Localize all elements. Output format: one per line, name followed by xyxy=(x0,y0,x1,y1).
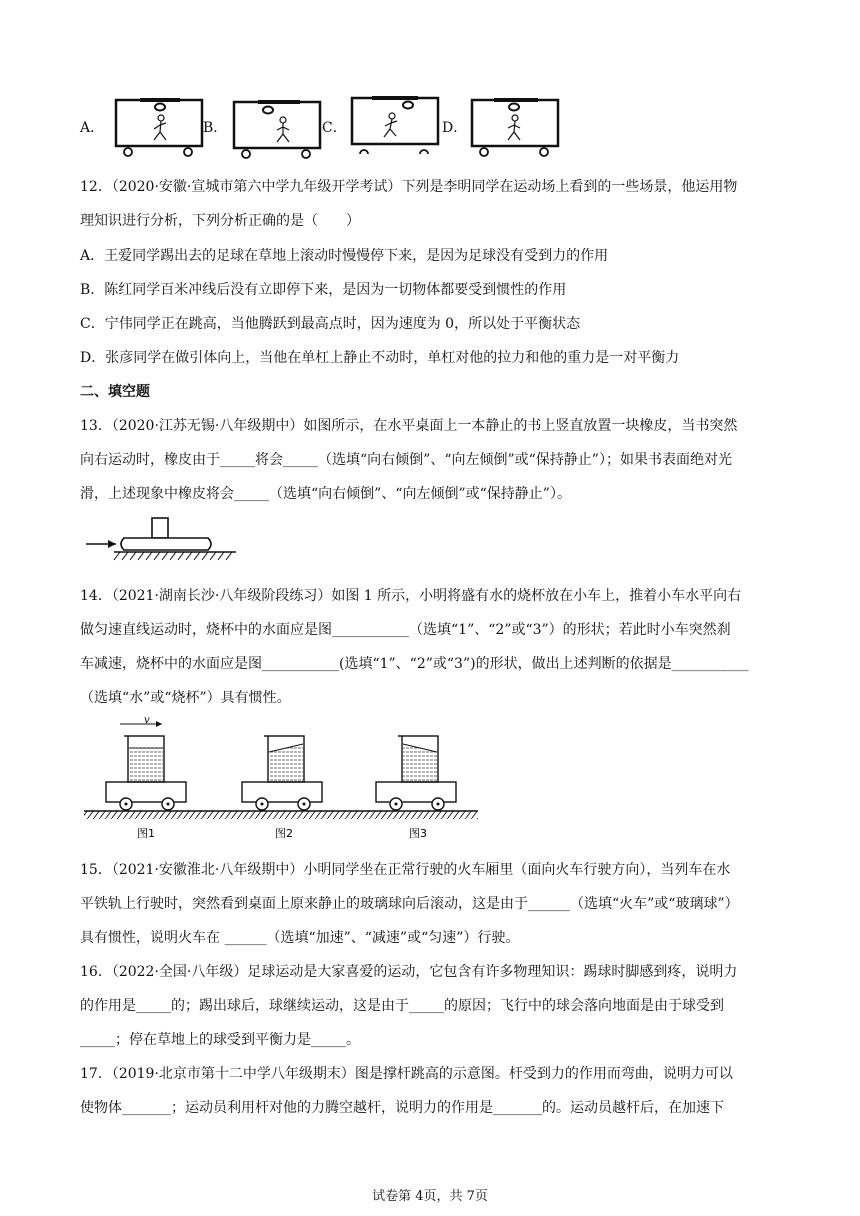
q11-option-d-figure xyxy=(466,94,566,158)
q14-line-3: 车减速，烧杯中的水面应是图___________(选填“1”、“2”或“3”)的形状，做出上述判断的依据是___________ xyxy=(80,656,749,672)
q13-line-3: 滑，上述现象中橡皮将会_____（选填“向右倾倒”、“向左倾倒”或“保持静止”）。 xyxy=(80,486,571,502)
q11-option-b-label: B． xyxy=(203,120,228,136)
q11-option-c-figure xyxy=(346,92,446,156)
q12-option-d: D．张彦同学在做引体向上，当他在单杠上静止不动时，单杠对他的拉力和他的重力是一对平衡力 xyxy=(80,350,680,366)
q12-stem-line-1: 12．（2020·安徽·宣城市第六中学九年级开学考试）下列是李明同学在运动场上看到的一些场景，他运用物 xyxy=(80,179,738,195)
q11-option-d-label: D． xyxy=(442,120,468,136)
q14-figure-carts xyxy=(82,714,482,844)
q14-line-4: （选填“水”或“烧杯”）具有惯性。 xyxy=(80,690,291,706)
q16-line-3: _____；停在草地上的球受到平衡力是_____。 xyxy=(80,1032,360,1048)
section-title-fill-in: 二、填空题 xyxy=(80,384,150,400)
cart-figure-1 xyxy=(106,715,186,810)
q11-option-c-label: C． xyxy=(322,120,347,136)
q17-line-1: 17．（2019·北京市第十二中学八年级期末）图是撑杆跳高的示意图。杆受到力的作用而弯曲，说明力可以 xyxy=(80,1066,733,1082)
q14-line-1: 14．（2021·湖南长沙·八年级阶段练习）如图 1 所示，小明将盛有水的烧杯放在小车上，推着小车水平向右 xyxy=(80,588,742,604)
q13-line-2: 向右运动时，橡皮由于_____将会_____（选填“向右倾倒”、“向左倾倒”或“保持静止”）；如果书表面绝对光 xyxy=(80,452,732,468)
q16-line-1: 16．（2022·全国·八年级）足球运动是大家喜爱的运动，它包含有许多物理知识：踢球时脚感到疼，说明力 xyxy=(80,964,738,980)
figure-caption-2: 图2 xyxy=(275,827,293,840)
q17-line-2: 使物体_______；运动员利用杆对他的力腾空越杆，说明力的作用是_______的。运动员越杆后，在加速下 xyxy=(80,1100,724,1116)
page-footer: 试卷第 4页，共 7页 xyxy=(372,1189,488,1204)
figure-caption-1: 图1 xyxy=(137,827,155,840)
q11-option-b-figure xyxy=(228,96,328,160)
q13-line-1: 13．（2020·江苏无锡·八年级期中）如图所示，在水平桌面上一本静止的书上竖直放置一块橡皮，当书突然 xyxy=(80,418,738,434)
cart-figure-3 xyxy=(376,736,456,810)
q11-option-a-figure xyxy=(110,94,210,158)
q11-option-a-label: A． xyxy=(80,120,105,136)
q14-line-2: 做匀速直线运动时，烧杯中的水面应是图___________（选填“1”、“2”或“3”）的形状；若此时小车突然刹 xyxy=(80,622,731,638)
velocity-label: v xyxy=(144,715,150,726)
cart-figure-2 xyxy=(242,736,322,810)
q15-line-3: 具有惯性，说明火车在 ______（选填“加速”、“减速”或“匀速”）行驶。 xyxy=(80,930,520,946)
q15-line-2: 平铁轨上行驶时，突然看到桌面上原来静止的玻璃球向后滚动，这是由于______（选填“火车”或“玻璃球”） xyxy=(80,896,739,912)
q12-option-c: C．宁伟同学正在跳高，当他腾跃到最高点时，因为速度为 0，所以处于平衡状态 xyxy=(80,316,581,332)
figure-caption-3: 图3 xyxy=(409,827,427,840)
q13-figure-book-eraser xyxy=(84,514,244,566)
q12-option-a: A．王爱同学踢出去的足球在草地上滚动时慢慢停下来，是因为足球没有受到力的作用 xyxy=(80,248,609,264)
q12-option-b: B．陈红同学百米冲线后没有立即停下来，是因为一切物体都要受到惯性的作用 xyxy=(80,282,567,298)
q15-line-1: 15．（2021·安徽淮北·八年级期中）小明同学坐在正常行驶的火车厢里（面向火车行驶方向），当列车在水 xyxy=(80,862,731,878)
q16-line-2: 的作用是_____的；踢出球后，球继续运动，这是由于_____的原因；飞行中的球会落向地面是由于球受到 xyxy=(80,998,724,1014)
q12-stem-line-2: 理知识进行分析，下列分析正确的是（ ） xyxy=(80,213,360,229)
